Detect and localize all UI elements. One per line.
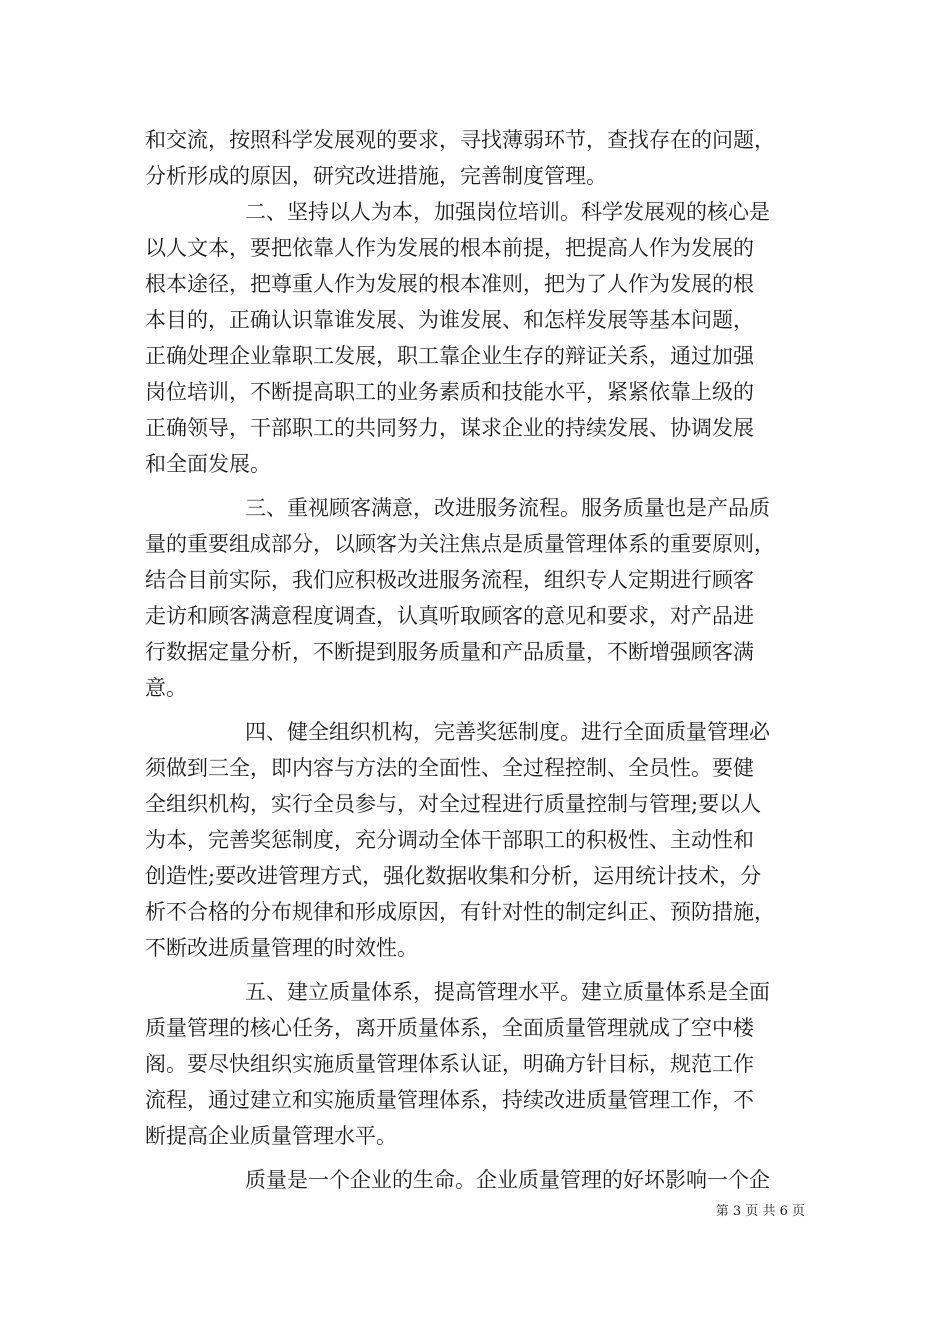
text-line: 分析形成的原因，研究改进措施，完善制度管理。	[145, 164, 607, 188]
text-line: 走访和顾客满意程度调查，认真听取顾客的意见和要求，对产品进	[145, 604, 754, 628]
text-line: 以人文本，要把依靠人作为发展的根本前提，把提高人作为发展的	[145, 236, 754, 260]
text-line: 根本途径，把尊重人作为发展的根本准则，把为了人作为发展的根	[145, 272, 754, 296]
text-line: 析不合格的分布规律和形成原因，有针对性的制定纠正、预防措施，	[145, 900, 775, 924]
text-line: 行数据定量分析，不断提到服务质量和产品质量，不断增强顾客满	[145, 640, 754, 664]
text-line: 二、坚持以人为本，加强岗位培训。科学发展观的核心是	[245, 200, 770, 224]
text-line: 岗位培训，不断提高职工的业务素质和技能水平，紧紧依靠上级的	[145, 380, 754, 404]
text-line: 正确领导，干部职工的共同努力，谋求企业的持续发展、协调发展	[145, 416, 754, 440]
text-line: 断提高企业质量管理水平。	[145, 1124, 397, 1148]
text-line: 为本，完善奖惩制度，充分调动全体干部职工的积极性、主动性和	[145, 828, 754, 852]
text-line: 正确处理企业靠职工发展，职工靠企业生存的辩证关系，通过加强	[145, 344, 754, 368]
text-line: 不断改进质量管理的时效性。	[145, 936, 418, 960]
text-line: 量的重要组成部分，以顾客为关注焦点是质量管理体系的重要原则，	[145, 532, 775, 556]
text-line: 五、建立质量体系，提高管理水平。建立质量体系是全面	[245, 980, 770, 1004]
text-line: 质量是一个企业的生命。企业质量管理的好坏影响一个企	[245, 1168, 770, 1192]
text-line: 本目的，正确认识靠谁发展、为谁发展、和怎样发展等基本问题，	[145, 308, 754, 332]
text-line: 三、重视顾客满意，改进服务流程。服务质量也是产品质	[245, 496, 770, 520]
page-number: 第 3 页 共 6 页	[715, 1204, 805, 1219]
text-line: 结合目前实际，我们应积极改进服务流程，组织专人定期进行顾客	[145, 568, 754, 592]
text-line: 和全面发展。	[145, 452, 271, 476]
text-line: 阁。要尽快组织实施质量管理体系认证，明确方针目标，规范工作	[145, 1052, 754, 1076]
text-line: 四、健全组织机构，完善奖惩制度。进行全面质量管理必	[245, 720, 770, 744]
text-line: 意。	[145, 676, 187, 700]
text-line: 流程，通过建立和实施质量管理体系，持续改进质量管理工作，不	[145, 1088, 754, 1112]
text-line: 和交流，按照科学发展观的要求，寻找薄弱环节，查找存在的问题，	[145, 128, 775, 152]
text-line: 全组织机构，实行全员参与，对全过程进行质量控制与管理;要以人	[145, 792, 762, 816]
text-line: 创造性;要改进管理方式，强化数据收集和分析，运用统计技术，分	[145, 864, 762, 888]
text-line: 质量管理的核心任务，离开质量体系，全面质量管理就成了空中楼	[145, 1016, 754, 1040]
text-line: 须做到三全，即内容与方法的全面性、全过程控制、全员性。要健	[145, 756, 754, 780]
